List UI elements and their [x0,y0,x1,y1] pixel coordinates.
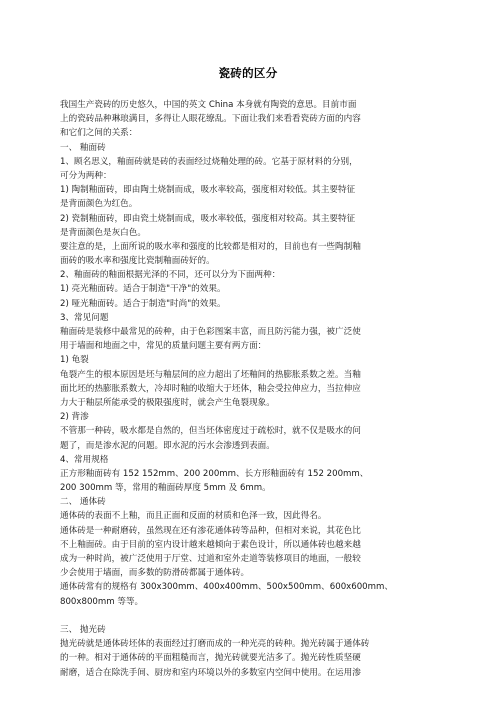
body-text-line: 二、 通体砖 [60,497,106,508]
body-text-line: 龟裂产生的根本原因是坯与釉层间的应力超出了坯釉间的热膨胀系数之差。当釉 [60,369,361,380]
body-text-line: 1、顾名思义，釉面砖就是砖的表面经过烧釉处理的砖。它基于原材料的分别， [60,156,358,167]
body-text-line: 200 300mm 等，常用的釉面砖厚度 5mm 及 6mm。 [60,483,271,494]
body-text-line: 力大于釉层所能承受的极限强度时，就会产生龟裂现象。 [60,397,275,408]
body-text-line: 是背面颜色为红色。 [60,199,138,210]
body-text-line: 要注意的是，上面所说的吸水率和强度的比较都是相对的，目前也有一些陶制釉 [60,241,361,252]
body-text-line: 面比坯的热膨胀系数大，冷却时釉的收缩大于坯体，釉会受拉伸应力，当拉伸应 [60,383,361,394]
blank-line [60,609,438,623]
body-text-line: 面砖的吸水率和强度比瓷制釉面砖好的。 [60,256,215,267]
body-text-line: 一、 釉面砖 [60,142,106,153]
body-text-line: 上的瓷砖品种琳琅满目，多得让人眼花缭乱。下面让我们来看看瓷砖方面的内容 [60,114,361,125]
body-text-line: 通体砖常有的规格有 300x300mm、400x400mm、500x500mm、600x600mm、 [60,582,393,593]
body-text-line: 2) 哑光釉面砖。适合于制造"时尚"的效果。 [60,298,226,309]
body-text-line: 成为一种时尚，被广泛使用于厅堂、过道和室外走道等装修项目的地面，一般较 [60,554,361,564]
body-text-line: 3、常见问题 [60,312,109,323]
body-text-line: 不管那一种砖，吸水都是自然的，但当坯体密度过于疏松时，就不仅是吸水的问 [60,426,361,437]
body-text-line: 通体砖是一种耐磨砖，虽然现在还有渗花通体砖等品种，但相对来说，其花色比 [60,525,361,536]
body-text-line: 三、 抛光砖 [60,624,106,635]
body-text-line: 抛光砖就是通体砖坯体的表面经过打磨而成的一种光亮的砖种。抛光砖属于通体砖 [60,639,370,650]
body-text-line: 通体砖的表面不上釉，而且正面和反面的材质和色泽一致，因此得名。 [60,511,327,522]
body-text-line: 题了，而是渗水泥的问题。即水泥的污水会渗透到表面。 [60,440,275,451]
body-text-line: 不上釉面砖。由于目前的室内设计越来越倾向于素色设计，所以通体砖也越来越 [60,539,361,550]
body-text-line: 2、釉面砖的釉面根据光泽的不同，还可以分为下面两种： [60,270,281,281]
body-text-line: 2) 瓷制釉面砖，即由瓷土烧制而成，吸水率较低，强度相对较高。其主要特征 [60,213,356,224]
body-text-line: 我国生产瓷砖的历史悠久，中国的英文 China 本身就有陶瓷的意思。目前市面 [60,100,357,110]
body-text-line: 耐磨，适合在除洗手间、厨房和室内环境以外的多数室内空间中使用。在运用渗 [60,667,361,678]
body-text-line: 800x800mm 等等。 [60,596,144,607]
body-text-line: 用于墙面和地面之中，常见的质量问题主要有两方面： [60,341,267,352]
body-text-line: 正方形釉面砖有 152 152mm、200 200mm、长方形釉面砖有 152 200mm、 [60,468,369,479]
body-text-line: 少会使用于墙面，而多数的防滑砖都属于通体砖。 [60,568,250,579]
body-text-line: 釉面砖是装修中最常见的砖种，由于色彩图案丰富，而且防污能力强，被广泛使 [60,327,361,337]
body-text-line: 1) 亮光釉面砖。适合于制造"干净"的效果。 [60,284,226,295]
document-title: 瓷砖的区分 [218,66,278,80]
document-body [60,98,438,680]
body-text-line: 2) 背渗 [60,412,89,423]
body-text-line: 1) 陶制釉面砖，即由陶土烧制而成，吸水率较高，强度相对较低。其主要特征 [60,185,356,196]
body-text-line: 4、常用规格 [60,454,109,465]
body-text-line: 1) 龟裂 [60,355,89,366]
body-text-line: 可分为两种： [60,170,112,181]
body-text-line: 和它们之间的关系： [60,128,138,139]
body-text-line: 是背面颜色是灰白色。 [60,227,146,238]
body-text-line: 的一种。相对于通体砖的平面粗糙而言，抛光砖就要光洁多了。抛光砖性质坚硬 [60,653,361,664]
